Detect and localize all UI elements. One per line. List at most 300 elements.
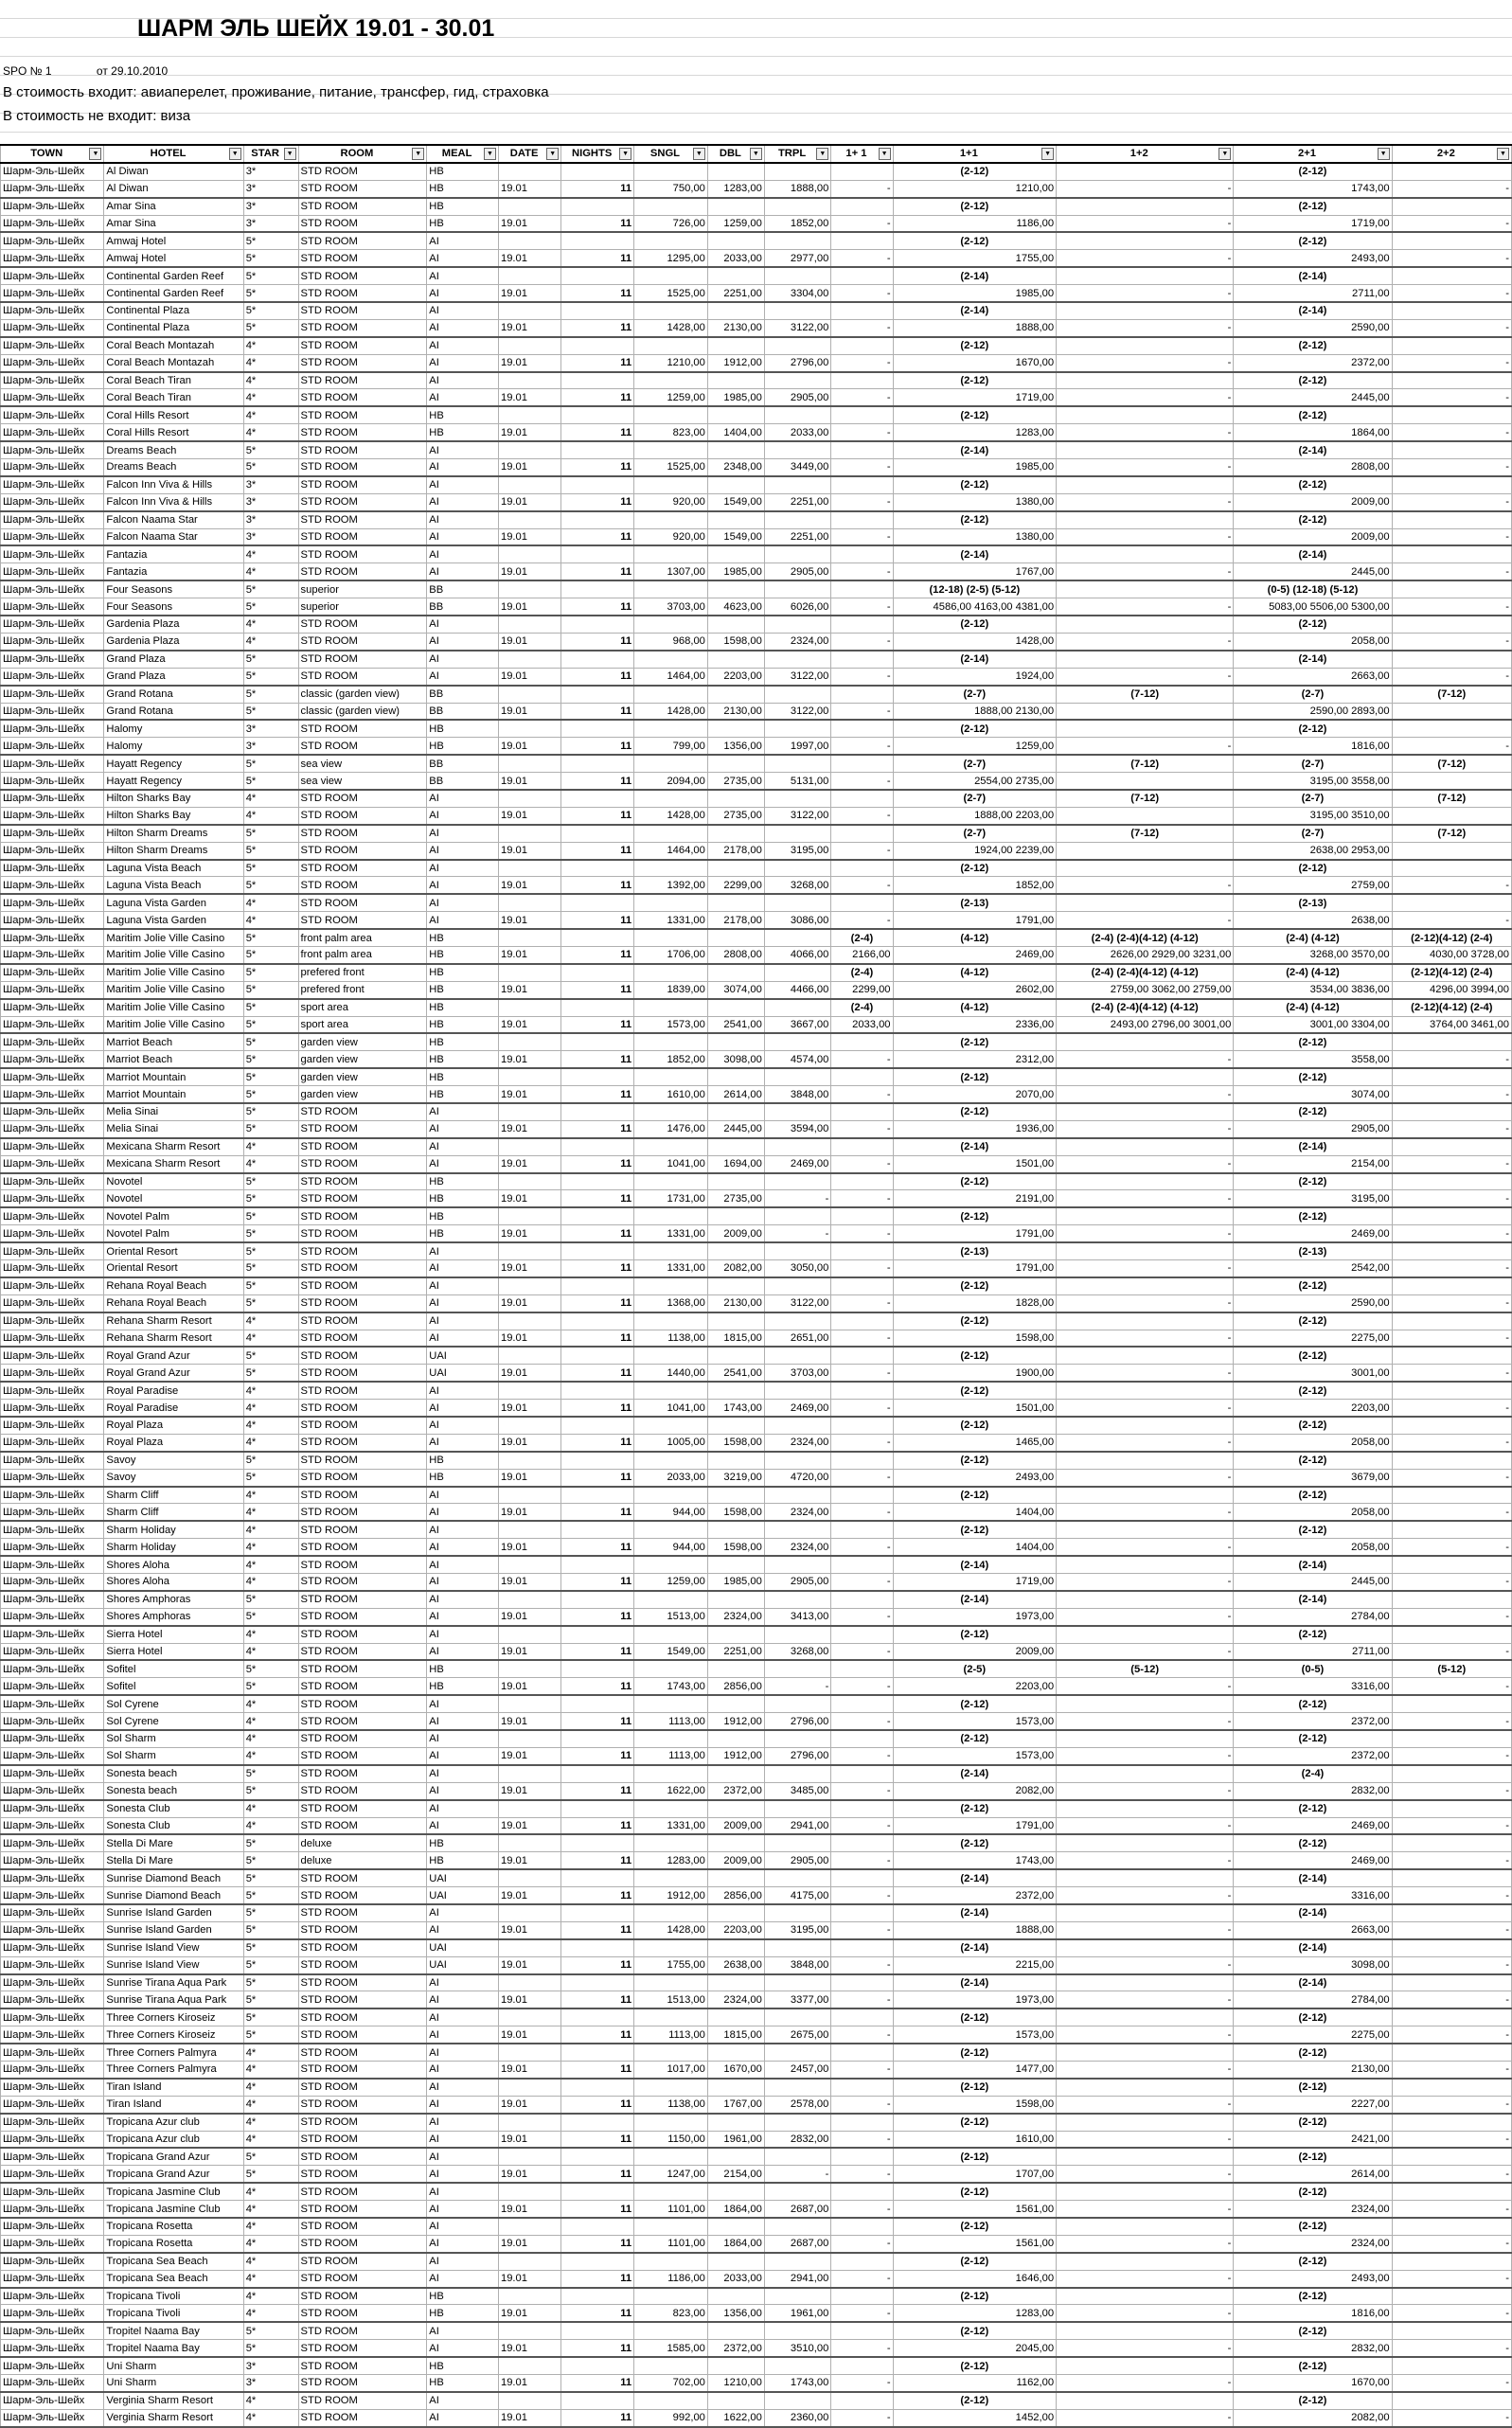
table-cell[interactable]: - bbox=[831, 1504, 893, 1521]
table-cell[interactable] bbox=[634, 2288, 708, 2305]
table-cell[interactable]: AI bbox=[427, 1782, 499, 1799]
table-cell[interactable]: 1646,00 bbox=[893, 2270, 1057, 2287]
table-cell[interactable]: - bbox=[831, 1225, 893, 1242]
table-cell[interactable]: 2360,00 bbox=[764, 2409, 830, 2426]
table-cell[interactable]: - bbox=[1057, 1434, 1234, 1451]
table-cell[interactable]: 5* bbox=[243, 1608, 298, 1625]
table-cell[interactable]: 1283,00 bbox=[634, 1852, 708, 1869]
table-cell[interactable]: (2-14) bbox=[893, 1765, 1057, 1782]
table-cell[interactable]: AI bbox=[427, 1260, 499, 1277]
table-cell[interactable]: 11 bbox=[561, 946, 634, 963]
table-cell[interactable]: STD ROOM bbox=[298, 1713, 427, 1730]
table-cell[interactable]: HB bbox=[427, 1834, 499, 1851]
table-cell[interactable]: - bbox=[1392, 877, 1511, 894]
table-cell[interactable]: STD ROOM bbox=[298, 1991, 427, 2008]
table-cell[interactable]: STD ROOM bbox=[298, 1312, 427, 1330]
table-cell[interactable]: Tropicana Rosetta bbox=[104, 2218, 243, 2235]
table-cell[interactable]: 2626,00 2929,00 3231,00 bbox=[1057, 946, 1234, 963]
table-cell[interactable]: 3219,00 bbox=[707, 1469, 764, 1486]
table-cell[interactable]: - bbox=[831, 1921, 893, 1938]
table-cell[interactable]: - bbox=[831, 1643, 893, 1660]
table-cell[interactable]: AI bbox=[427, 912, 499, 929]
table-cell[interactable]: - bbox=[1392, 1294, 1511, 1312]
table-cell[interactable] bbox=[764, 1487, 830, 1504]
table-cell[interactable]: 2905,00 bbox=[764, 1852, 830, 1869]
table-cell[interactable]: 4* bbox=[243, 1643, 298, 1660]
table-cell[interactable]: 5* bbox=[243, 1782, 298, 1799]
table-cell[interactable]: 4* bbox=[243, 337, 298, 354]
table-cell[interactable]: - bbox=[1057, 354, 1234, 371]
table-cell[interactable]: 19.01 bbox=[498, 1713, 560, 1730]
table-cell[interactable]: Шарм-Эль-Шейх bbox=[1, 598, 104, 616]
table-cell[interactable] bbox=[1392, 2079, 1511, 2096]
table-cell[interactable]: STD ROOM bbox=[298, 1939, 427, 1956]
table-cell[interactable]: Sonesta Club bbox=[104, 1817, 243, 1834]
table-cell[interactable] bbox=[1392, 1834, 1511, 1851]
table-cell[interactable]: 3485,00 bbox=[764, 1782, 830, 1799]
table-cell[interactable] bbox=[561, 2148, 634, 2165]
table-cell[interactable]: - bbox=[764, 1225, 830, 1242]
table-cell[interactable]: 1452,00 bbox=[893, 2409, 1057, 2426]
table-cell[interactable]: (2-12) bbox=[893, 2392, 1057, 2409]
table-cell[interactable] bbox=[1392, 1939, 1511, 1956]
table-cell[interactable]: AI bbox=[427, 668, 499, 685]
table-cell[interactable] bbox=[707, 1974, 764, 1991]
table-cell[interactable]: Шарм-Эль-Шейх bbox=[1, 580, 104, 598]
table-cell[interactable]: - bbox=[1057, 1190, 1234, 1207]
table-cell[interactable]: Novotel bbox=[104, 1190, 243, 1207]
table-cell[interactable]: Шарм-Эль-Шейх bbox=[1, 1834, 104, 1851]
table-cell[interactable]: Sharm Holiday bbox=[104, 1521, 243, 1538]
table-cell[interactable]: 11 bbox=[561, 1713, 634, 1730]
table-cell[interactable]: (2-12) bbox=[1234, 2357, 1392, 2374]
table-cell[interactable]: - bbox=[1057, 1086, 1234, 1103]
table-cell[interactable]: 4* bbox=[243, 2409, 298, 2426]
table-cell[interactable]: (2-12) bbox=[1234, 1626, 1392, 1643]
table-cell[interactable] bbox=[1392, 2253, 1511, 2270]
table-cell[interactable]: STD ROOM bbox=[298, 2148, 427, 2165]
table-cell[interactable] bbox=[561, 1869, 634, 1886]
table-cell[interactable]: 1186,00 bbox=[893, 215, 1057, 232]
table-cell[interactable]: AI bbox=[427, 1504, 499, 1521]
table-cell[interactable]: Шарм-Эль-Шейх bbox=[1, 1016, 104, 1033]
table-cell[interactable]: - bbox=[1057, 2270, 1234, 2287]
table-cell[interactable]: (2-12) bbox=[893, 1312, 1057, 1330]
table-cell[interactable] bbox=[634, 1417, 708, 1434]
table-cell[interactable]: STD ROOM bbox=[298, 912, 427, 929]
table-cell[interactable]: 2275,00 bbox=[1234, 1330, 1392, 1347]
table-cell[interactable]: Hilton Sharks Bay bbox=[104, 807, 243, 824]
table-cell[interactable]: HB bbox=[427, 1068, 499, 1085]
table-cell[interactable]: AI bbox=[427, 1277, 499, 1294]
table-cell[interactable]: STD ROOM bbox=[298, 1782, 427, 1799]
table-cell[interactable] bbox=[561, 860, 634, 877]
table-cell[interactable]: - bbox=[1057, 563, 1234, 580]
table-cell[interactable] bbox=[634, 545, 708, 562]
table-cell[interactable]: 4* bbox=[243, 2096, 298, 2113]
table-cell[interactable] bbox=[1057, 2392, 1234, 2409]
table-cell[interactable] bbox=[498, 2253, 560, 2270]
table-cell[interactable]: Шарм-Эль-Шейх bbox=[1, 1660, 104, 1677]
table-cell[interactable]: (2-4) (2-4)(4-12) (4-12) bbox=[1057, 964, 1234, 981]
table-cell[interactable]: 1356,00 bbox=[707, 2305, 764, 2322]
table-cell[interactable]: 1477,00 bbox=[893, 2061, 1057, 2078]
table-cell[interactable]: (0-5) (12-18) (5-12) bbox=[1234, 580, 1392, 598]
table-cell[interactable]: 1113,00 bbox=[634, 1747, 708, 1764]
table-cell[interactable] bbox=[707, 1730, 764, 1747]
table-cell[interactable] bbox=[831, 2114, 893, 2131]
table-cell[interactable]: (2-14) bbox=[1234, 1904, 1392, 1921]
table-cell[interactable] bbox=[1057, 337, 1234, 354]
table-cell[interactable] bbox=[1392, 2183, 1511, 2200]
table-cell[interactable]: 11 bbox=[561, 2375, 634, 2392]
table-cell[interactable]: Dreams Beach bbox=[104, 441, 243, 458]
table-cell[interactable]: 19.01 bbox=[498, 250, 560, 267]
table-cell[interactable] bbox=[561, 372, 634, 389]
table-cell[interactable]: AI bbox=[427, 1974, 499, 1991]
table-cell[interactable]: 11 bbox=[561, 1887, 634, 1904]
table-cell[interactable]: - bbox=[1392, 2201, 1511, 2218]
table-cell[interactable] bbox=[1057, 1452, 1234, 1469]
table-cell[interactable]: 1985,00 bbox=[707, 563, 764, 580]
table-cell[interactable] bbox=[1057, 720, 1234, 737]
table-cell[interactable]: - bbox=[1057, 1782, 1234, 1799]
table-cell[interactable]: 4* bbox=[243, 2061, 298, 2078]
table-cell[interactable]: STD ROOM bbox=[298, 1242, 427, 1259]
table-cell[interactable]: 11 bbox=[561, 1260, 634, 1277]
table-cell[interactable]: (2-12) bbox=[893, 1834, 1057, 1851]
table-cell[interactable]: 1283,00 bbox=[893, 424, 1057, 441]
table-cell[interactable]: 1440,00 bbox=[634, 1365, 708, 1382]
table-cell[interactable]: Tropicana Grand Azur bbox=[104, 2166, 243, 2183]
table-cell[interactable] bbox=[634, 302, 708, 319]
table-cell[interactable] bbox=[1057, 1904, 1234, 1921]
table-cell[interactable]: 4* bbox=[243, 1312, 298, 1330]
table-cell[interactable]: AI bbox=[427, 1713, 499, 1730]
table-cell[interactable] bbox=[1057, 2322, 1234, 2339]
table-cell[interactable]: 3050,00 bbox=[764, 1260, 830, 1277]
table-cell[interactable] bbox=[707, 1591, 764, 1608]
table-cell[interactable]: 2045,00 bbox=[893, 2340, 1057, 2357]
table-cell[interactable]: 19.01 bbox=[498, 493, 560, 510]
table-cell[interactable] bbox=[634, 1626, 708, 1643]
table-cell[interactable]: AI bbox=[427, 2008, 499, 2026]
table-cell[interactable]: Sharm Cliff bbox=[104, 1504, 243, 1521]
table-cell[interactable]: 2614,00 bbox=[1234, 2166, 1392, 2183]
table-cell[interactable]: AI bbox=[427, 1817, 499, 1834]
table-cell[interactable]: - bbox=[1057, 1504, 1234, 1521]
table-cell[interactable]: 11 bbox=[561, 1190, 634, 1207]
table-cell[interactable] bbox=[634, 964, 708, 981]
table-cell[interactable]: Sonesta beach bbox=[104, 1782, 243, 1799]
table-cell[interactable]: Novotel Palm bbox=[104, 1225, 243, 1242]
table-cell[interactable] bbox=[561, 1382, 634, 1399]
table-cell[interactable] bbox=[1057, 1277, 1234, 1294]
table-cell[interactable] bbox=[634, 1347, 708, 1364]
table-cell[interactable]: 19.01 bbox=[498, 459, 560, 476]
table-cell[interactable]: 2130,00 bbox=[707, 1294, 764, 1312]
table-cell[interactable]: 1852,00 bbox=[893, 877, 1057, 894]
table-cell[interactable]: STD ROOM bbox=[298, 1138, 427, 1155]
table-cell[interactable]: Шарм-Эль-Шейх bbox=[1, 651, 104, 668]
table-cell[interactable]: Falcon Inn Viva & Hills bbox=[104, 476, 243, 493]
table-cell[interactable] bbox=[634, 2218, 708, 2235]
table-cell[interactable]: 2154,00 bbox=[1234, 1155, 1392, 1172]
table-cell[interactable]: - bbox=[1392, 1330, 1511, 1347]
table-cell[interactable]: 11 bbox=[561, 738, 634, 755]
table-cell[interactable]: STD ROOM bbox=[298, 2409, 427, 2426]
filter-dropdown-icon[interactable]: ▼ bbox=[816, 148, 828, 160]
table-cell[interactable]: STD ROOM bbox=[298, 2114, 427, 2131]
table-cell[interactable]: UAI bbox=[427, 1365, 499, 1382]
table-cell[interactable] bbox=[764, 651, 830, 668]
table-cell[interactable]: - bbox=[1057, 389, 1234, 406]
table-cell[interactable] bbox=[561, 1904, 634, 1921]
table-cell[interactable] bbox=[561, 964, 634, 981]
table-cell[interactable]: (2-12) bbox=[893, 616, 1057, 633]
table-cell[interactable] bbox=[707, 1904, 764, 1921]
table-cell[interactable] bbox=[831, 2183, 893, 2200]
table-cell[interactable]: Шарм-Эль-Шейх bbox=[1, 981, 104, 998]
table-cell[interactable]: (2-12) bbox=[893, 1626, 1057, 1643]
table-cell[interactable]: (2-14) bbox=[893, 1939, 1057, 1956]
table-cell[interactable]: 2058,00 bbox=[1234, 1539, 1392, 1556]
table-cell[interactable]: - bbox=[1392, 215, 1511, 232]
table-cell[interactable]: UAI bbox=[427, 1887, 499, 1904]
table-cell[interactable]: 3* bbox=[243, 493, 298, 510]
table-cell[interactable]: 1101,00 bbox=[634, 2201, 708, 2218]
table-cell[interactable] bbox=[1392, 1487, 1511, 1504]
table-cell[interactable]: HB bbox=[427, 1678, 499, 1695]
table-cell[interactable] bbox=[1057, 1765, 1234, 1782]
table-cell[interactable]: - bbox=[831, 2166, 893, 2183]
table-cell[interactable]: Royal Plaza bbox=[104, 1434, 243, 1451]
table-cell[interactable]: - bbox=[1057, 1991, 1234, 2008]
table-cell[interactable]: AI bbox=[427, 493, 499, 510]
table-cell[interactable]: Шарм-Эль-Шейх bbox=[1, 1747, 104, 1764]
table-cell[interactable]: 2796,00 bbox=[764, 1747, 830, 1764]
table-cell[interactable]: Sonesta Club bbox=[104, 1800, 243, 1817]
table-cell[interactable]: (2-12) bbox=[893, 720, 1057, 737]
table-cell[interactable] bbox=[707, 1695, 764, 1712]
table-cell[interactable] bbox=[634, 2148, 708, 2165]
table-cell[interactable]: 11 bbox=[561, 1643, 634, 1660]
table-cell[interactable]: Шарм-Эль-Шейх bbox=[1, 2114, 104, 2131]
table-cell[interactable]: 19.01 bbox=[498, 2061, 560, 2078]
table-cell[interactable]: 19.01 bbox=[498, 1469, 560, 1486]
table-cell[interactable]: STD ROOM bbox=[298, 1678, 427, 1695]
table-cell[interactable]: 2166,00 bbox=[831, 946, 893, 963]
table-cell[interactable]: BB bbox=[427, 598, 499, 616]
table-cell[interactable]: (2-12) bbox=[1234, 720, 1392, 737]
table-cell[interactable] bbox=[498, 964, 560, 981]
table-cell[interactable]: 2421,00 bbox=[1234, 2131, 1392, 2148]
table-cell[interactable]: Falcon Naama Star bbox=[104, 511, 243, 528]
table-cell[interactable]: 19.01 bbox=[498, 703, 560, 720]
table-cell[interactable]: HB bbox=[427, 1033, 499, 1050]
table-cell[interactable]: 5* bbox=[243, 651, 298, 668]
table-cell[interactable]: 1307,00 bbox=[634, 563, 708, 580]
table-cell[interactable]: 4* bbox=[243, 1713, 298, 1730]
table-cell[interactable]: 1888,00 2130,00 bbox=[893, 703, 1057, 720]
table-cell[interactable]: - bbox=[1057, 1225, 1234, 1242]
table-cell[interactable]: (2-12) bbox=[893, 1417, 1057, 1434]
table-cell[interactable]: Sol Sharm bbox=[104, 1747, 243, 1764]
table-cell[interactable]: 1259,00 bbox=[893, 738, 1057, 755]
table-cell[interactable]: - bbox=[831, 1330, 893, 1347]
table-cell[interactable]: 3316,00 bbox=[1234, 1887, 1392, 1904]
table-cell[interactable]: - bbox=[831, 1434, 893, 1451]
table-cell[interactable] bbox=[561, 2008, 634, 2026]
table-cell[interactable]: - bbox=[831, 807, 893, 824]
table-cell[interactable]: 11 bbox=[561, 1120, 634, 1137]
table-cell[interactable]: 1005,00 bbox=[634, 1434, 708, 1451]
table-cell[interactable] bbox=[1392, 302, 1511, 319]
table-cell[interactable]: 2808,00 bbox=[1234, 459, 1392, 476]
table-cell[interactable]: 2554,00 2735,00 bbox=[893, 773, 1057, 790]
table-cell[interactable] bbox=[831, 894, 893, 911]
table-cell[interactable] bbox=[764, 580, 830, 598]
table-cell[interactable]: 2058,00 bbox=[1234, 633, 1392, 650]
table-cell[interactable]: - bbox=[1392, 1155, 1511, 1172]
table-cell[interactable]: Laguna Vista Garden bbox=[104, 894, 243, 911]
table-cell[interactable]: 11 bbox=[561, 912, 634, 929]
table-cell[interactable]: 3* bbox=[243, 198, 298, 215]
table-cell[interactable]: Fantazia bbox=[104, 545, 243, 562]
table-cell[interactable] bbox=[764, 1904, 830, 1921]
table-cell[interactable] bbox=[831, 2218, 893, 2235]
table-cell[interactable] bbox=[1392, 1904, 1511, 1921]
table-cell[interactable]: 3001,00 3304,00 bbox=[1234, 1016, 1392, 1033]
table-cell[interactable] bbox=[1392, 1626, 1511, 1643]
table-cell[interactable]: 726,00 bbox=[634, 215, 708, 232]
table-cell[interactable]: AI bbox=[427, 1330, 499, 1347]
table-cell[interactable]: - bbox=[1057, 1294, 1234, 1312]
table-cell[interactable] bbox=[561, 1277, 634, 1294]
table-cell[interactable]: STD ROOM bbox=[298, 285, 427, 302]
table-cell[interactable]: 1622,00 bbox=[707, 2409, 764, 2426]
table-cell[interactable]: 5* bbox=[243, 441, 298, 458]
table-cell[interactable] bbox=[498, 1800, 560, 1817]
table-cell[interactable]: 1585,00 bbox=[634, 2340, 708, 2357]
table-cell[interactable] bbox=[561, 2253, 634, 2270]
table-cell[interactable]: STD ROOM bbox=[298, 842, 427, 859]
table-cell[interactable]: 11 bbox=[561, 842, 634, 859]
table-cell[interactable]: - bbox=[831, 424, 893, 441]
table-cell[interactable] bbox=[831, 2322, 893, 2339]
table-cell[interactable] bbox=[707, 2148, 764, 2165]
table-cell[interactable] bbox=[1057, 1242, 1234, 1259]
table-cell[interactable]: 11 bbox=[561, 2340, 634, 2357]
table-cell[interactable]: 5083,00 5506,00 5300,00 bbox=[1234, 598, 1392, 616]
table-cell[interactable]: - bbox=[1057, 912, 1234, 929]
table-cell[interactable]: 2324,00 bbox=[764, 1434, 830, 1451]
table-cell[interactable]: 5* bbox=[243, 1956, 298, 1973]
table-cell[interactable]: Шарм-Эль-Шейх bbox=[1, 1138, 104, 1155]
table-cell[interactable]: Falcon Naama Star bbox=[104, 528, 243, 545]
table-cell[interactable]: HB bbox=[427, 1190, 499, 1207]
table-cell[interactable]: 1380,00 bbox=[893, 528, 1057, 545]
table-cell[interactable] bbox=[634, 686, 708, 703]
table-cell[interactable]: 4* bbox=[243, 1434, 298, 1451]
table-cell[interactable] bbox=[831, 232, 893, 249]
table-cell[interactable] bbox=[831, 2392, 893, 2409]
table-cell[interactable] bbox=[561, 2392, 634, 2409]
table-cell[interactable]: 11 bbox=[561, 1956, 634, 1973]
table-cell[interactable] bbox=[561, 1834, 634, 1851]
table-cell[interactable]: Gardenia Plaza bbox=[104, 633, 243, 650]
table-cell[interactable]: 4* bbox=[243, 2270, 298, 2287]
table-cell[interactable]: Continental Garden Reef bbox=[104, 285, 243, 302]
table-cell[interactable] bbox=[1392, 2357, 1511, 2374]
table-cell[interactable] bbox=[634, 2392, 708, 2409]
table-cell[interactable]: 5* bbox=[243, 2340, 298, 2357]
table-cell[interactable] bbox=[1057, 703, 1234, 720]
table-cell[interactable] bbox=[707, 860, 764, 877]
table-cell[interactable]: Шарм-Эль-Шейх bbox=[1, 1591, 104, 1608]
table-cell[interactable] bbox=[1392, 2392, 1511, 2409]
table-cell[interactable]: 2941,00 bbox=[764, 2270, 830, 2287]
table-cell[interactable]: Шарм-Эль-Шейх bbox=[1, 946, 104, 963]
table-cell[interactable]: STD ROOM bbox=[298, 738, 427, 755]
table-cell[interactable]: 5* bbox=[243, 1277, 298, 1294]
table-cell[interactable] bbox=[831, 790, 893, 807]
table-cell[interactable]: Savoy bbox=[104, 1452, 243, 1469]
table-cell[interactable]: AI bbox=[427, 1904, 499, 1921]
table-cell[interactable]: 3848,00 bbox=[764, 1086, 830, 1103]
table-cell[interactable]: - bbox=[1392, 2131, 1511, 2148]
table-cell[interactable]: (2-12) bbox=[893, 476, 1057, 493]
table-cell[interactable]: 1113,00 bbox=[634, 1713, 708, 1730]
table-cell[interactable] bbox=[498, 686, 560, 703]
table-cell[interactable] bbox=[831, 1765, 893, 1782]
table-cell[interactable]: 2372,00 bbox=[1234, 1713, 1392, 1730]
table-cell[interactable]: STD ROOM bbox=[298, 198, 427, 215]
table-cell[interactable] bbox=[1057, 441, 1234, 458]
table-cell[interactable]: Sonesta beach bbox=[104, 1765, 243, 1782]
table-cell[interactable]: 3594,00 bbox=[764, 1120, 830, 1137]
table-cell[interactable]: - bbox=[1392, 1887, 1511, 1904]
table-cell[interactable]: (2-14) bbox=[893, 267, 1057, 284]
table-cell[interactable]: 5* bbox=[243, 999, 298, 1016]
table-cell[interactable]: 5* bbox=[243, 1016, 298, 1033]
table-cell[interactable]: (2-12)(4-12) (2-4) bbox=[1392, 964, 1511, 981]
table-cell[interactable]: Maritim Jolie Ville Casino bbox=[104, 999, 243, 1016]
table-cell[interactable]: STD ROOM bbox=[298, 2305, 427, 2322]
table-cell[interactable]: 1694,00 bbox=[707, 1155, 764, 1172]
table-cell[interactable]: 11 bbox=[561, 807, 634, 824]
table-cell[interactable] bbox=[1392, 511, 1511, 528]
table-cell[interactable]: (2-12) bbox=[1234, 2008, 1392, 2026]
table-cell[interactable]: - bbox=[831, 180, 893, 197]
table-cell[interactable]: 19.01 bbox=[498, 1190, 560, 1207]
table-cell[interactable]: (2-12) bbox=[1234, 2114, 1392, 2131]
table-cell[interactable]: 4* bbox=[243, 2288, 298, 2305]
table-cell[interactable]: 2469,00 bbox=[1234, 1852, 1392, 1869]
table-cell[interactable]: 11 bbox=[561, 1817, 634, 1834]
table-cell[interactable]: Шарм-Эль-Шейх bbox=[1, 163, 104, 180]
table-cell[interactable] bbox=[561, 1347, 634, 1364]
table-cell[interactable]: - bbox=[1392, 563, 1511, 580]
table-cell[interactable] bbox=[1392, 1591, 1511, 1608]
table-cell[interactable]: (2-4) bbox=[831, 964, 893, 981]
table-cell[interactable]: Шарм-Эль-Шейх bbox=[1, 1452, 104, 1469]
table-cell[interactable]: 11 bbox=[561, 215, 634, 232]
table-cell[interactable]: 5* bbox=[243, 2322, 298, 2339]
table-cell[interactable]: (2-12) bbox=[1234, 476, 1392, 493]
table-cell[interactable]: AI bbox=[427, 372, 499, 389]
table-cell[interactable]: - bbox=[831, 459, 893, 476]
